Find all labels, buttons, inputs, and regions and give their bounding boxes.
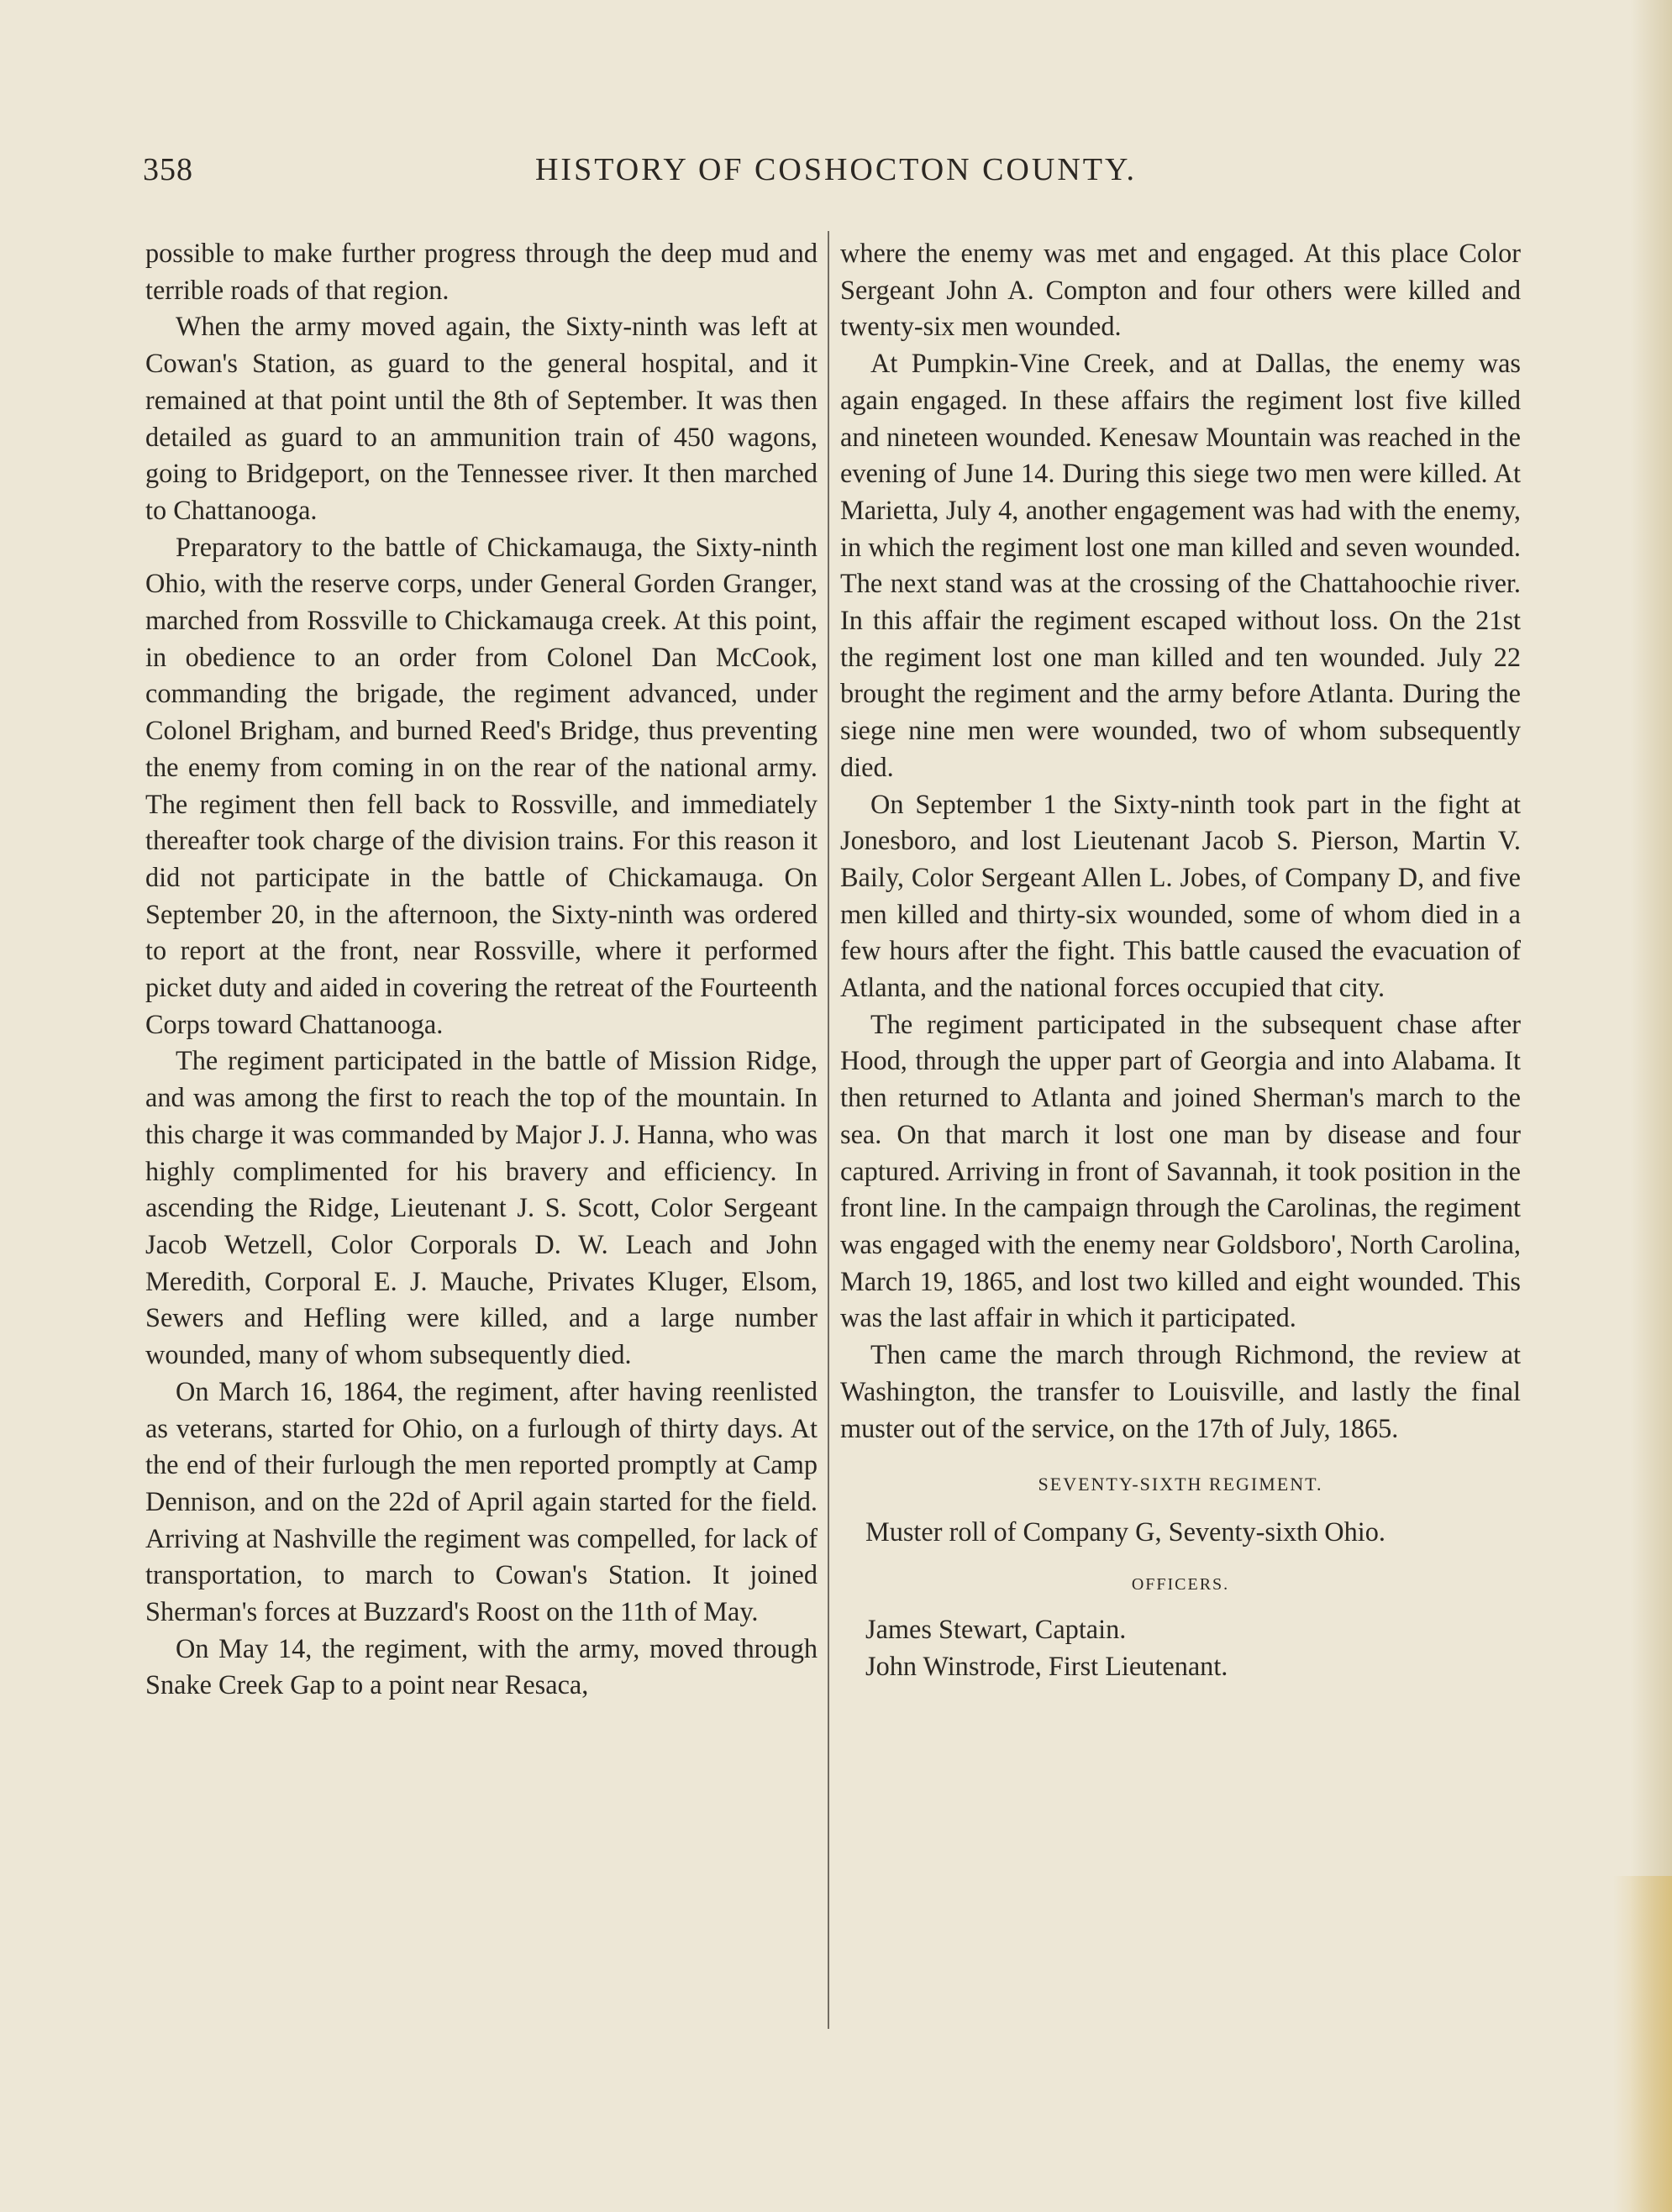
muster-roll-line: Muster roll of Company G, Seventy-sixth Ohio. xyxy=(865,1516,1385,1547)
paragraph: On March 16, 1864, the regiment, after having reenlisted as veterans, started for Ohio, on a furlough of thirty days. At the end of their furlough the men reported promptly at Camp Dennison, and on the 22d of April again started for the field. Arriving at Nashville the regiment was compelled, for lack of transportation, to march to Cowan's Station. It joined Sherman's forces at Buzzard's Roost on the 11th of May. xyxy=(145,1375,818,1627)
paragraph: The regiment participated in the battle of Mission Ridge, and was among the first to reach the top of the mountain. In this charge it was commanded by Major J. J. Hanna, who was highly complimented for his bravery and efficiency. In ascending the Ridge, Lieutenant J. S. Scott, Color Sergeant Jacob Wetzell, Color Corporals D. W. Leach and John Meredith, Corporal E. J. Mauche, Privates Kluger, Elsom, Sewers and Hefling were killed, and a large number wounded, many of whom subsequently died. xyxy=(145,1045,818,1370)
section-title: SEVENTY-SIXTH REGIMENT. xyxy=(1038,1474,1323,1495)
paragraph: When the army moved again, the Sixty-ninth was left at Cowan's Station, as guard to the general hospital, and it remained at that point until the 8th of September. It was then detailed as guard to an ammunition train of 450 wagons, going to Bridgeport, on the Tennessee river. It then marched to Chattanooga. xyxy=(145,311,818,525)
officer-entry: John Winstrode, First Lieutenant. xyxy=(865,1650,1228,1681)
paragraph: On May 14, the regiment, with the army, moved through Snake Creek Gap to a point near Resaca, xyxy=(145,1632,818,1700)
page-header xyxy=(143,151,1529,193)
paragraph: Preparatory to the battle of Chickamauga, the Sixty-ninth Ohio, with the reserve corps, under General Gorden Granger, marched from Rossville to Chickamauga creek. At this point, in obedience to an order from Colonel Dan McCook, commanding the brigade, the regiment advanced, under Colonel Brigham, and burned Reed's Bridge, thus preventing the enemy from coming in on the rear of the national army. The regiment then fell back to Rossville, and immediately thereafter took charge of the division trains. For this reason it did not participate in the battle of Chickamauga. On September 20, in the afternoon, the Sixty-ninth was ordered to report at the front, near Rossville, where it performed picket duty and aided in covering the retreat of the Fourteenth Corps toward Chattanooga. xyxy=(145,531,818,1039)
page-stain xyxy=(1613,1876,1672,2212)
paragraph: where the enemy was met and engaged. At this place Color Sergeant John A. Compton and four others were killed and twenty-six men wounded. xyxy=(840,238,1521,342)
paragraph: On September 1 the Sixty-ninth took part in the fight at Jonesboro, and lost Lieutenant Jacob S. Pierson, Martin V. Baily, Color Sergeant Allen L. Jobes, of Company D, and five men killed and thirty-six wounded, some of whom died in a few hours after the fight. This battle caused the evacuation of Atlanta, and the national forces occupied that city. xyxy=(840,788,1521,1003)
subsection-title: OFFICERS. xyxy=(1131,1574,1230,1594)
officer-entry: James Stewart, Captain. xyxy=(865,1613,1127,1644)
page-number: 358 xyxy=(143,152,193,187)
column-divider xyxy=(828,231,829,2029)
left-column xyxy=(145,235,818,1704)
paragraph: possible to make further progress through the deep mud and terrible roads of that region. xyxy=(145,238,818,305)
paragraph: The regiment participated in the subsequent chase after Hood, through the upper part of Georgia and into Alabama. It then returned to Atlanta and joined Sherman's march to the sea. On that march it lost one man by disease and four captured. Arriving in front of Savannah, it took position in the front line. In the campaign through the Carolinas, the regiment was engaged with the enemy near Goldsboro', North Carolina, March 19, 1865, and lost two killed and eight wounded. This was the last affair in which it participated. xyxy=(840,1008,1521,1333)
paragraph: At Pumpkin-Vine Creek, and at Dallas, the enemy was again engaged. In these affairs the regiment lost five killed and nineteen wounded. Kenesaw Mountain was reached in the evening of June 14. During this siege two men were killed. At Marietta, July 4, another engagement was had with the enemy, in which the regiment lost one man killed and seven wounded. The next stand was at the crossing of the Chattahoochie river. In this affair the regiment escaped without loss. On the 21st the regiment lost one man killed and ten wounded. July 22 brought the regiment and the army before Atlanta. During the siege nine men were wounded, two of whom subsequently died. xyxy=(840,348,1521,782)
right-column xyxy=(840,235,1521,1684)
running-title: HISTORY OF COSHOCTON COUNTY. xyxy=(534,152,1138,187)
paragraph: Then came the march through Richmond, the review at Washington, the transfer to Louisville, and lastly the final muster out of the service, on the 17th of July, 1865. xyxy=(840,1339,1521,1443)
